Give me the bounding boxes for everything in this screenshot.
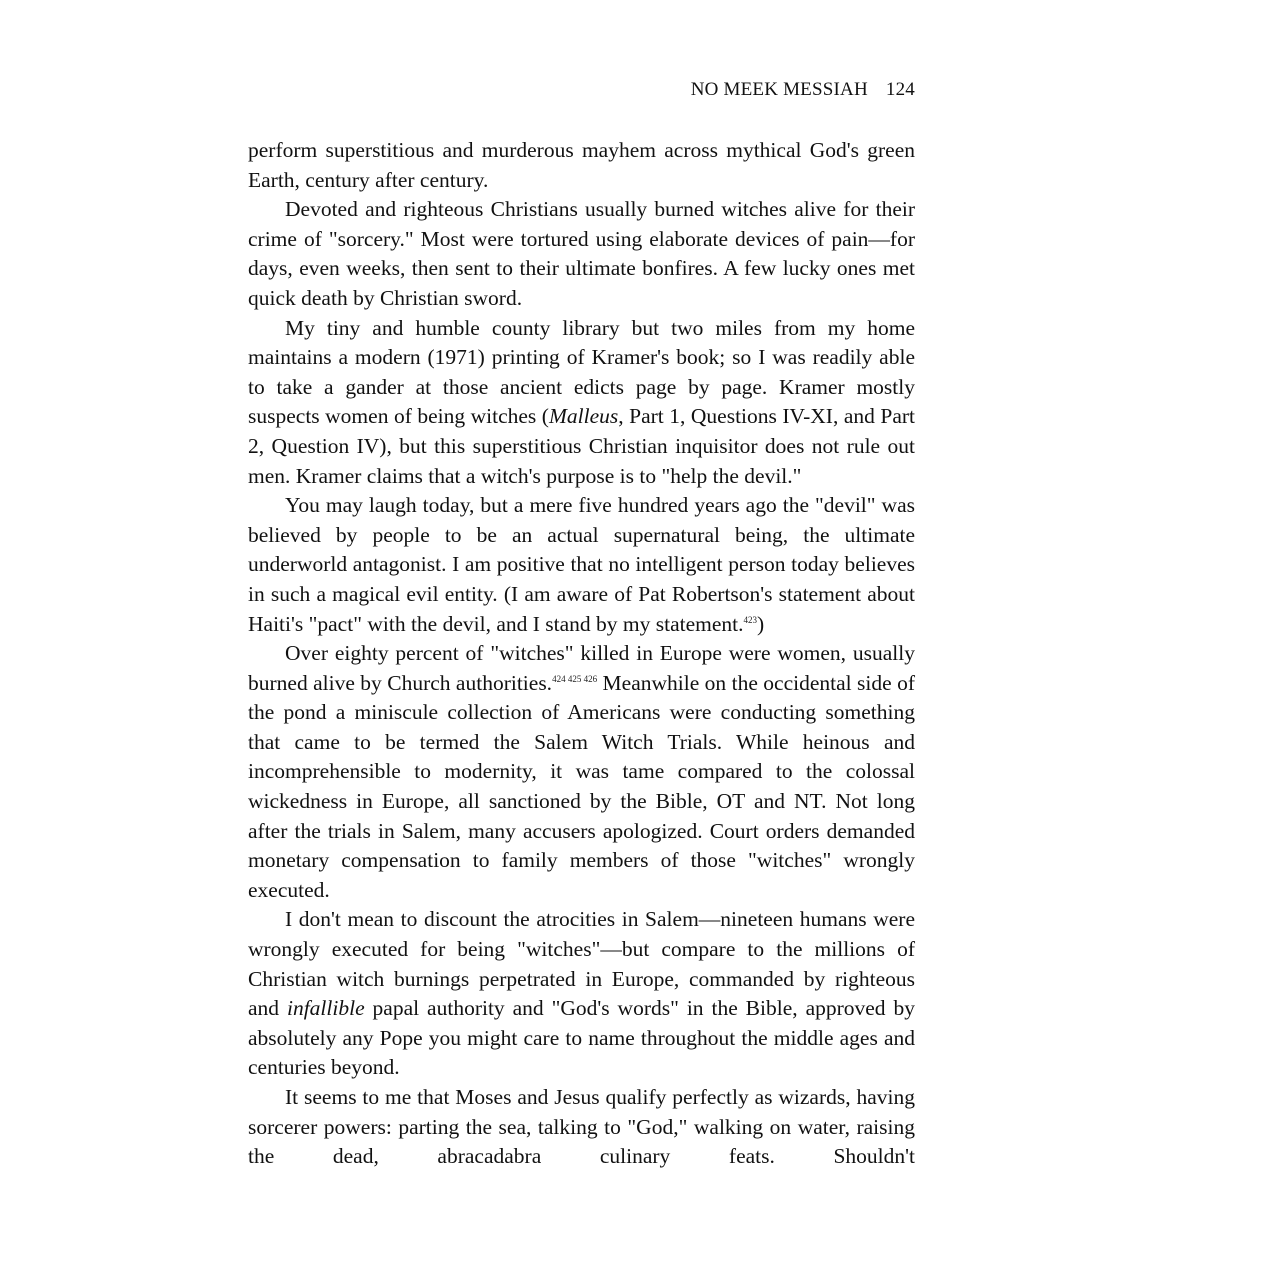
running-header	[691, 79, 915, 101]
paragraph-text: Devoted and righteous Christians usually burned witches alive for their crime of "sorcery." Most were tortured using elaborate devices of pain—for days, even weeks, then sent to their ultimate bonfires. A few lucky ones met quick death by Christian sword.	[248, 197, 915, 310]
paragraph-text: , Part 1, Questions IV-XI, and Part 2, Question IV), but this superstitious Christian inquisitor does not rule out men. Kramer claims that a witch's purpose is to "help the devil."	[248, 404, 915, 488]
footnote-marker[interactable]: 423	[743, 614, 758, 625]
paragraph	[248, 491, 915, 639]
paragraph-text: My tiny and humble county library but two miles from my home maintains a modern (1971) printing of Kramer's book; so I was readily able to take a gander at those ancient edicts page by page. Kramer mostly suspects women of being witches (	[248, 315, 915, 429]
paragraph-text: Over eighty percent of "witches" killed in Europe were women, usually burned alive by Church authorities.	[248, 641, 915, 695]
paragraph-text: I don't mean to discount the atrocities in Salem—nineteen humans were wrongly executed for being "witches"—but compare to the millions of Christian witch burnings perpetrated in Europe, commanded by righteous and	[248, 907, 915, 1021]
italic-term: infallible	[286, 996, 365, 1021]
paragraph	[248, 639, 915, 905]
paragraph	[248, 314, 915, 492]
paragraph-text: perform superstitious and murderous mayhem across mythical God's green Earth, century after century.	[248, 138, 915, 192]
footnote-marker[interactable]: 424 425 426	[552, 673, 598, 684]
paragraph-text: You may laugh today, but a mere five hundred years ago the "devil" was believed by people to be an actual supernatural being, the ultimate underworld antagonist. I am positive that no intelligent person today believes in such a magical evil entity. (I am aware of Pat Robertson's statement about Haiti's "pact" with the devil, and I stand by my statement.	[248, 493, 915, 636]
paragraph-text: Meanwhile on the occidental side of the pond a miniscule collection of Americans were conducting something that came to be termed the Salem Witch Trials. While heinous and incomprehensible to modernity, it was tame compared to the colossal wickedness in Europe, all sanctioned by the Bible, OT and NT. Not long after the trials in Salem, many accusers apologized. Court orders demanded monetary compensation to family members of those "witches" wrongly executed.	[248, 670, 915, 902]
paragraph	[248, 195, 915, 313]
italic-term: Malleus	[548, 404, 619, 429]
page-number: 124	[885, 79, 915, 100]
paragraph-text: It seems to me that Moses and Jesus qualify perfectly as wizards, having sorcerer powers: parting the sea, talking to "God," walking on water, raising the dead, abracadabra culinary feats. Shouldn't	[248, 1085, 915, 1169]
paragraph-continued	[248, 136, 915, 195]
body-text	[248, 136, 915, 1172]
paragraph-continues	[248, 1083, 915, 1172]
book-page	[248, 0, 915, 1275]
paragraph-text: )	[757, 611, 765, 636]
paragraph-text: papal authority and "God's words" in the Bible, approved by absolutely any Pope you might care to name throughout the middle ages and centuries beyond.	[248, 996, 915, 1080]
paragraph	[248, 905, 915, 1083]
book-title: NO MEEK MESSIAH	[690, 79, 868, 100]
